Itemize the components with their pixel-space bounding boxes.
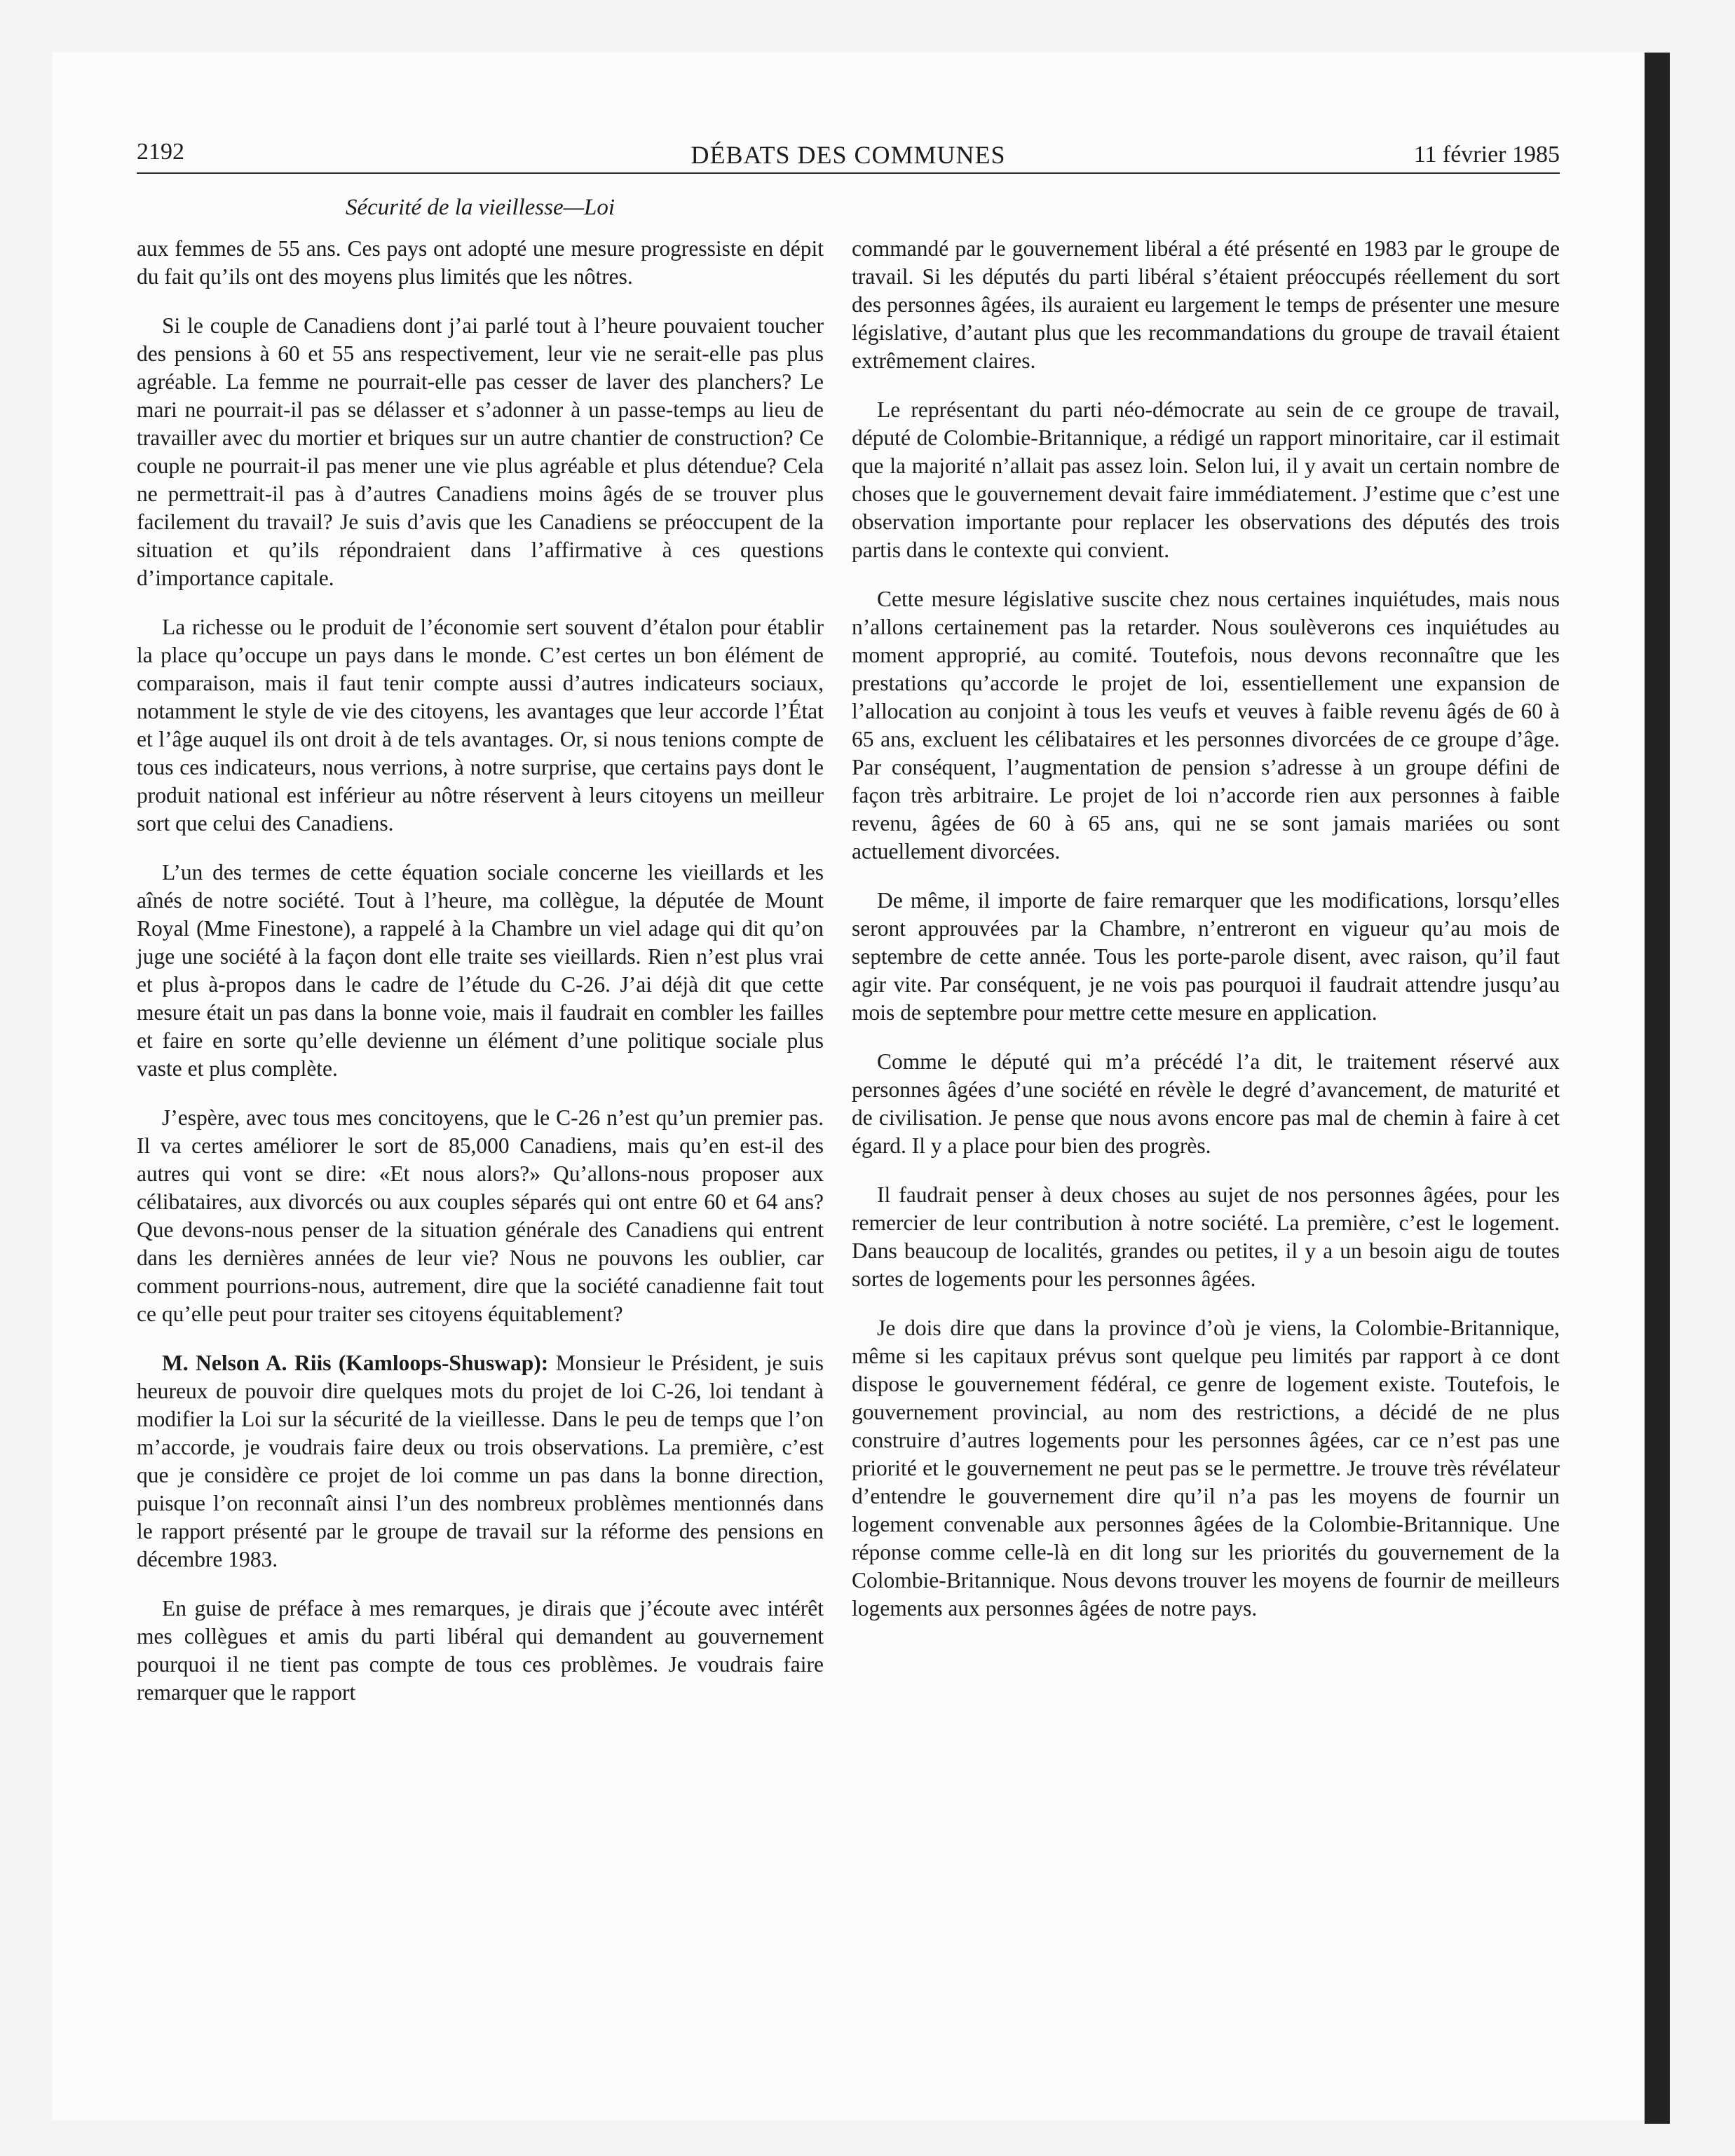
running-title: Sécurité de la vieillesse—Loi	[346, 195, 615, 220]
paragraph: Le représentant du parti néo-démocrate au sein de ce groupe de travail, député de Colombie-Britannique, a rédigé un rapport minoritaire, car il estimait que la majorité n’allait pas assez loin. Selon lui, il y avait un certain nombre de choses que le gouvernement devait faire immédiatement. J’estime que c’est une observation importante pour replacer les observations des députés des trois partis dans le contexte qui convient.	[852, 397, 1560, 562]
speaker-name: M. Nelson A. Riis (Kamloops-Shuswap):	[162, 1351, 549, 1375]
speech-text: Monsieur le Président, je suis heureux de pouvoir dire quelques mots du projet de loi C-26, loi tendant à modifier la Loi sur la sécurité de la vieillesse. Dans le peu de temps que l’on m’accorde, je voudrais faire deux ou trois observations. La première, c’est que je considère ce projet de loi comme un pas dans la bonne direction, puisque l’on reconnaît ainsi l’un des nombreux problèmes mentionnés dans le rapport présenté par le groupe de travail sur la réforme des pensions en décembre 1983.	[137, 1351, 824, 1571]
paragraph: aux femmes de 55 ans. Ces pays ont adopté une mesure progressiste en dépit du fait qu’ils ont des moyens plus limités que les nôtres.	[137, 236, 824, 289]
paragraph: Il faudrait penser à deux choses au sujet de nos personnes âgées, pour les remercier de leur contribution à notre société. La première, c’est le logement. Dans beaucoup de localités, grandes ou petites, il y a un besoin aigu de toutes sortes de logements pour les personnes âgées.	[852, 1182, 1560, 1291]
paragraph: Comme le député qui m’a précédé l’a dit, le traitement réservé aux personnes âgées d’une société en révèle le degré d’avancement, de maturité et de civilisation. Je pense que nous avons encore pas mal de chemin à faire à cet égard. Il y a place pour bien des progrès.	[852, 1049, 1560, 1158]
speech-paragraph	[137, 1349, 824, 1574]
paragraph: De même, il importe de faire remarquer que les modifications, lorsqu’elles seront approuvées par la Chambre, n’entreront en vigueur qu’au mois de septembre de cette année. Tous les porte-parole disent, avec raison, qu’il faut agir vite. Par conséquent, je ne vois pas pourquoi il faudrait attendre jusqu’au mois de septembre pour mettre cette mesure en application.	[852, 888, 1560, 1025]
page-number: 2192	[137, 139, 184, 165]
page-header	[137, 139, 1560, 174]
paragraph: Je dois dire que dans la province d’où je viens, la Colombie-Britannique, même si les capitaux prévus sont quelque peu limités par rapport à ce dont dispose le gouvernement fédéral, ce genre de logement existe. Toutefois, le gouvernement provincial, au nom des restrictions, a décidé de ne plus construire d’autres logements pour les personnes âgées, car ce n’est pas une priorité et le gouvernement ne peut pas se le permettre. Je trouve très révélateur d’entendre le gouvernement dire qu’il n’a pas les moyens de fournir un logement convenable aux personnes âgées de la Colombie-Britannique. Une réponse comme celle-là en dit long sur les priorités du gouvernement de la Colombie-Britannique. Nous devons trouver les moyens de fournir de meilleurs logements aux personnes âgées de notre pays.	[852, 1316, 1560, 1621]
journal-title: DÉBATS DES COMMUNES	[690, 141, 1006, 169]
paragraph: L’un des termes de cette équation sociale concerne les vieillards et les aînés de notre société. Tout à l’heure, ma collègue, la députée de Mount Royal (Mme Finestone), a rappelé à la Chambre un viel adage qui dit qu’on juge une société à la façon dont elle traite ses vieillards. Rien n’est plus vrai et plus à-propos dans le cadre de l’étude du C-26. J’ai déjà dit que cette mesure était un pas dans la bonne voie, mais il faudrait en combler les failles et faire en sorte qu’elle devienne un élément d’une politique sociale plus vaste et plus complète.	[137, 860, 824, 1081]
paragraph: Cette mesure législative suscite chez nous certaines inquiétudes, mais nous n’allons certainement pas la retarder. Nous soulèverons ces inquiétudes au moment approprié, au comité. Toutefois, nous devons reconnaître que les prestations qu’accorde le projet de loi, essentiellement une expansion de l’allocation au conjoint à tous les veufs et veuves à faible revenu âgés de 60 à 65 ans, excluent les célibataires et les personnes divorcées de ce groupe d’âge. Par conséquent, l’augmentation de pension s’adresse à un groupe défini de façon très arbitraire. Le projet de loi n’accorde rien aux personnes à faible revenu, âgées de 60 à 65 ans, qui ne se sont jamais mariées ou sont actuellement divorcées.	[852, 587, 1560, 864]
paragraph: La richesse ou le produit de l’économie sert souvent d’étalon pour établir la place qu’occupe un pays dans le monde. C’est certes un bon élément de comparaison, mais il faut tenir compte aussi d’autres indicateurs sociaux, notamment le style de vie des citoyens, les avantages que leur accorde l’État et l’âge auquel ils ont droit à de tels avantages. Or, si nous tenions compte de tous ces indicateurs, nous verrions, à notre surprise, que certains pays dont le produit national est inférieur au nôtre réservent à leurs citoyens un meilleur sort que celui des Canadiens.	[137, 615, 824, 835]
paragraph: J’espère, avec tous mes concitoyens, que le C-26 n’est qu’un premier pas. Il va certes améliorer le sort de 85,000 Canadiens, mais qu’en est-il des autres qui vont se dire: «Et nous alors?» Qu’allons-nous proposer aux célibataires, aux divorcés ou aux couples séparés qui ont entre 60 et 64 ans? Que devons-nous penser de la situation générale des Canadiens qui entrent dans les dernières années de leur vie? Nous ne pouvons les oublier, car comment pourrions-nous, autrement, dire que la société canadienne fait tout ce qu’elle peut pour traiter ses citoyens équitablement?	[137, 1105, 824, 1326]
page-date: 11 février 1985	[1413, 142, 1560, 168]
left-column	[137, 235, 824, 1728]
scan-edge-bar	[1645, 53, 1670, 2124]
paragraph: commandé par le gouvernement libéral a été présenté en 1983 par le groupe de travail. Si les députés du parti libéral s’étaient préoccupés réellement du sort des personnes âgées, ils auraient eu largement le temps de présenter une mesure législative, d’autant plus que les recommandations du groupe de travail étaient extrêmement claires.	[852, 236, 1560, 373]
paragraph: Si le couple de Canadiens dont j’ai parlé tout à l’heure pouvaient toucher des pensions à 60 et 55 ans respectivement, leur vie ne serait-elle pas plus agréable. La femme ne pourrait-elle pas cesser de laver des planchers? Le mari ne pourrait-il pas se délasser et s’adonner à un passe-temps au lieu de travailler avec du mortier et briques sur un autre chantier de construction? Ce couple ne pourrait-il pas mener une vie plus agréable et plus détendue? Cela ne permettrait-il pas à d’autres Canadiens moins âgés de se trouver plus facilement du travail? Je suis d’avis que les Canadiens se préoccupent de la situation et qu’ils répondraient dans l’affirmative à ces questions d’importance capitale.	[137, 313, 824, 590]
paragraph: En guise de préface à mes remarques, je dirais que j’écoute avec intérêt mes collègues et amis du parti libéral qui demandent au gouvernement pourquoi il ne tient pas compte de tous ces problèmes. Je voudrais faire remarquer que le rapport	[137, 1596, 824, 1705]
right-column	[852, 235, 1560, 1644]
